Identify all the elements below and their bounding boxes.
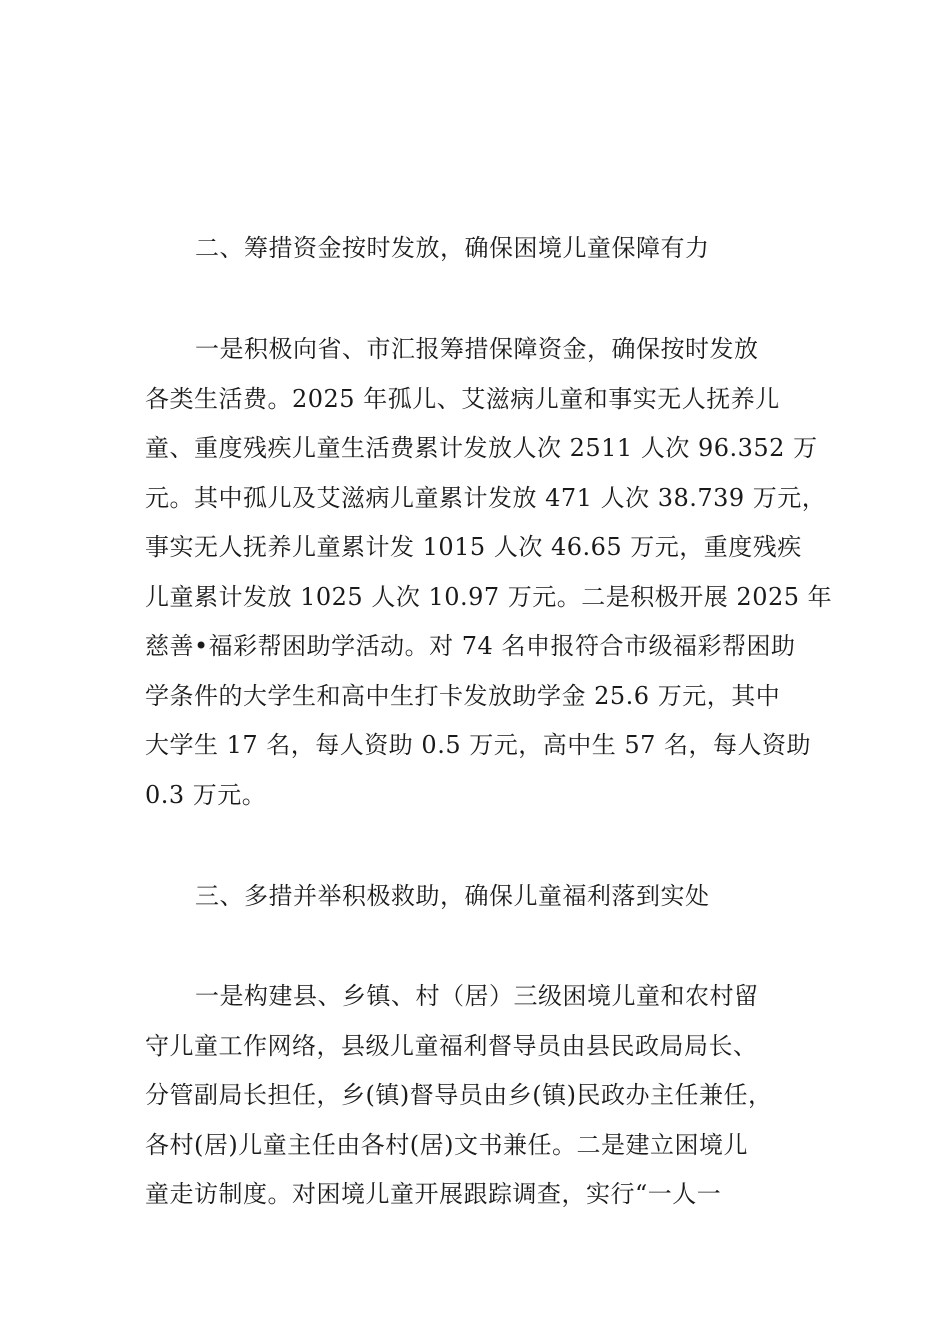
paragraph-line: 童走访制度。对困境儿童开展跟踪调查，实行“一人一 <box>145 1180 722 1208</box>
section-3-paragraph <box>145 972 810 1220</box>
paragraph-line: 慈善•福彩帮困助学活动。对 74 名申报符合市级福彩帮困助 <box>145 632 796 660</box>
paragraph-line: 各类生活费。2025 年孤儿、艾滋病儿童和事实无人抚养儿 <box>145 384 780 413</box>
paragraph-line: 事实无人抚养儿童累计发 1015 人次 46.65 万元，重度残疾 <box>145 533 802 561</box>
paragraph-line: 守儿童工作网络，县级儿童福利督导员由县民政局局长、 <box>145 1031 758 1060</box>
paragraph-line: 分管副局长担任，乡(镇)督导员由乡(镇)民政办主任兼任， <box>145 1081 773 1109</box>
paragraph-line: 大学生 17 名，每人资助 0.5 万元，高中生 57 名，每人资助 <box>145 731 812 759</box>
paragraph-line: 学条件的大学生和高中生打卡发放助学金 25.6 万元，其中 <box>145 681 781 710</box>
section-2-heading: 二、筹措资金按时发放，确保困境儿童保障有力 <box>195 234 710 262</box>
section-2-paragraph <box>145 325 833 820</box>
paragraph-line: 元。其中孤儿及艾滋病儿童累计发放 471 人次 38.739 万元， <box>145 483 827 512</box>
paragraph-line: 0.3 万元。 <box>145 780 267 809</box>
paragraph-line: 各村(居)儿童主任由各村(居)文书兼任。二是建立困境儿 <box>145 1130 748 1159</box>
paragraph-line: 一是构建县、乡镇、村（居）三级困境儿童和农村留 <box>195 982 759 1010</box>
paragraph-line: 童、重度残疾儿童生活费累计发放人次 2511 人次 96.352 万 <box>145 434 818 462</box>
section-3-heading: 三、多措并举积极救助，确保儿童福利落到实处 <box>195 882 710 910</box>
paragraph-line: 儿童累计发放 1025 人次 10.97 万元。二是积极开展 2025 年 <box>145 582 833 611</box>
paragraph-line: 一是积极向省、市汇报筹措保障资金，确保按时发放 <box>195 335 759 363</box>
